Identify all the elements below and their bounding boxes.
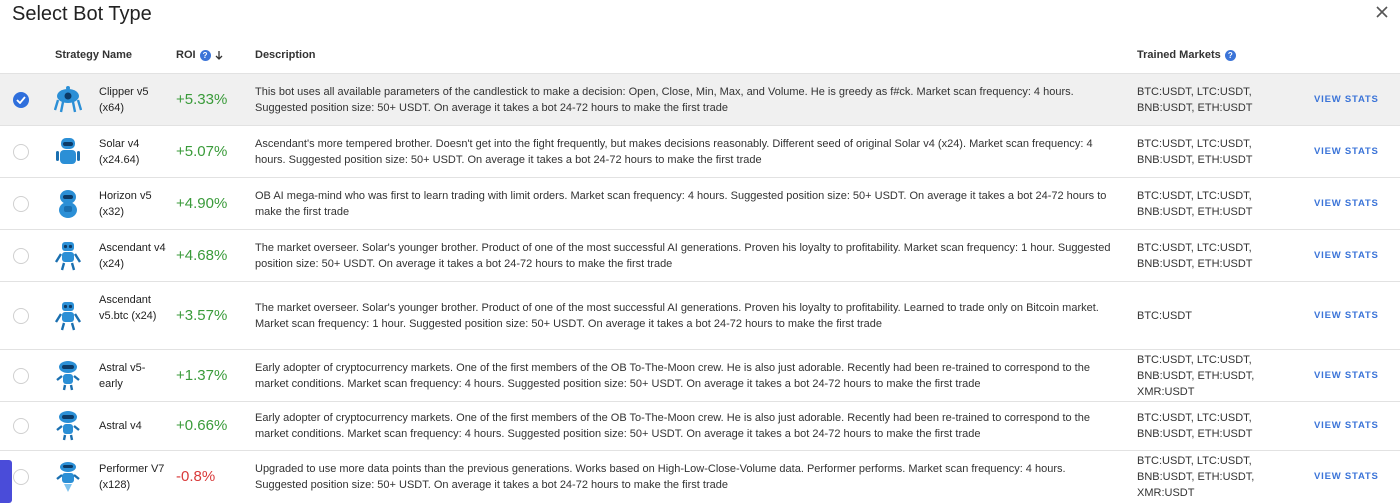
radio-selected[interactable] xyxy=(13,92,29,108)
table-header xyxy=(0,40,1400,73)
radio-unselected[interactable] xyxy=(13,418,29,434)
bot-name: Ascendant v4 (x24) xyxy=(99,242,166,270)
question-icon[interactable]: ? xyxy=(1225,50,1236,61)
robot-icon xyxy=(54,84,82,116)
robot-icon xyxy=(54,300,82,332)
bot-markets: BTC:USDT, LTC:USDT, BNB:USDT, ETH:USDT xyxy=(1137,190,1253,218)
bot-markets: BTC:USDT xyxy=(1137,310,1192,322)
bot-description: Upgraded to use more data points than the previous generations. Works based on High-Low-Close-Volume data. Performer performs. Market scan frequency: 4 hours. Suggested position size: 50+ USDT. On average it takes a bot 24-72 hours to make the first trade xyxy=(255,463,1066,491)
header-roi-label: ROI xyxy=(176,49,196,61)
side-feedback-tab[interactable] xyxy=(0,460,12,503)
view-stats-button[interactable]: VIEW STATS xyxy=(1314,198,1379,209)
bot-markets: BTC:USDT, LTC:USDT, BNB:USDT, ETH:USDT xyxy=(1137,242,1253,270)
header-strategy: Strategy Name xyxy=(55,49,133,61)
bot-name: Horizon v5 (x32) xyxy=(99,190,152,218)
bot-description: Early adopter of cryptocurrency markets. One of the first members of the OB To-The-Moon crew. He is also just adorable. Recently had been re-trained to correspond to the market conditions. Market scan frequency: 4 hours. Suggested position size: 50+ USDT. On average it takes a bot 24-72 hours to make the first trade xyxy=(255,412,1090,440)
check-icon xyxy=(16,96,26,104)
bot-description: This bot uses all available parameters of the candlestick to make a decision: Open, Close, Min, Max, and Volume. He is greedy as f#ck. Market scan frequency: 4 hours. Suggested position size: 50+ USDT. On average it takes a bot 24-72 hours to make the first trade xyxy=(255,86,1074,114)
bot-roi: +5.07% xyxy=(176,143,228,160)
view-stats-button[interactable]: VIEW STATS xyxy=(1314,250,1379,261)
header-description: Description xyxy=(255,49,316,61)
bot-markets: BTC:USDT, LTC:USDT, BNB:USDT, ETH:USDT xyxy=(1137,138,1253,166)
robot-icon xyxy=(54,240,82,272)
bot-markets: BTC:USDT, LTC:USDT, BNB:USDT, ETH:USDT xyxy=(1137,412,1253,440)
table-row[interactable] xyxy=(0,229,1400,281)
bot-roi: +5.33% xyxy=(176,91,228,108)
table-row[interactable] xyxy=(0,349,1400,401)
table-row[interactable] xyxy=(0,281,1400,349)
bot-name: Performer V7 (x128) xyxy=(99,463,165,491)
bot-name: Astral v4 xyxy=(99,420,142,432)
view-stats-button[interactable]: VIEW STATS xyxy=(1314,310,1379,321)
table-row[interactable] xyxy=(0,73,1400,125)
bot-roi: +0.66% xyxy=(176,417,228,434)
radio-unselected[interactable] xyxy=(13,469,29,485)
view-stats-button[interactable]: VIEW STATS xyxy=(1314,146,1379,157)
bot-roi: +3.57% xyxy=(176,307,228,324)
bot-roi: +1.37% xyxy=(176,367,228,384)
radio-unselected[interactable] xyxy=(13,368,29,384)
robot-icon xyxy=(54,360,82,392)
question-icon[interactable]: ? xyxy=(200,50,211,61)
bot-description: The market overseer. Solar's younger brother. Product of one of the most successful AI generations. Proven his loyalty to profitability. Learned to trade only on Bitcoin market. Market scan frequency: 1 hour. Suggested position size: 50+ USDT. On average it takes a bot 24-72 hours to make the first trade xyxy=(255,302,1099,330)
table-row[interactable] xyxy=(0,125,1400,177)
robot-icon xyxy=(54,410,82,442)
table-row[interactable] xyxy=(0,450,1400,502)
view-stats-button[interactable]: VIEW STATS xyxy=(1314,471,1379,482)
bot-table xyxy=(0,73,1400,502)
header-markets-label: Trained Markets xyxy=(1137,49,1221,61)
bot-name: Solar v4 (x24.64) xyxy=(99,138,140,166)
bot-markets: BTC:USDT, LTC:USDT, BNB:USDT, ETH:USDT xyxy=(1137,86,1253,114)
bot-description: Ascendant's more tempered brother. Doesn't get into the fight frequently, but makes decisions reasonably. Different seed of original Solar v4 (x24). Market scan frequency: 4 hours. Suggested position size: 50+ USDT. On average it takes a bot 24-72 hours to make the first trade xyxy=(255,138,1093,166)
robot-icon xyxy=(54,461,82,493)
bot-roi: -0.8% xyxy=(176,468,216,485)
bot-description: OB AI mega-mind who was first to learn trading with limit orders. Market scan frequency: 4 hours. Suggested position size: 50+ USDT. On average it takes a bot 24-72 hours to make the first trade xyxy=(255,190,1107,218)
bot-markets: BTC:USDT, LTC:USDT, BNB:USDT, ETH:USDT, XMR:USDT xyxy=(1137,354,1255,398)
radio-unselected[interactable] xyxy=(13,196,29,212)
view-stats-button[interactable]: VIEW STATS xyxy=(1314,94,1379,105)
view-stats-button[interactable]: VIEW STATS xyxy=(1314,420,1379,431)
view-stats-button[interactable]: VIEW STATS xyxy=(1314,370,1379,381)
bot-name: Astral v5-early xyxy=(99,362,146,390)
bot-roi: +4.68% xyxy=(176,247,228,264)
close-icon[interactable] xyxy=(1374,4,1390,20)
radio-unselected[interactable] xyxy=(13,308,29,324)
robot-icon xyxy=(54,188,82,220)
header-markets xyxy=(1137,49,1236,61)
header-roi[interactable] xyxy=(176,49,224,61)
bot-description: Early adopter of cryptocurrency markets. One of the first members of the OB To-The-Moon crew. He is also just adorable. Recently had been re-trained to correspond to the market conditions. Market scan frequency: 4 hours. Suggested position size: 50+ USDT. On average it takes a bot 24-72 hours to make the first trade xyxy=(255,362,1090,390)
table-row[interactable] xyxy=(0,177,1400,229)
bot-name: Ascendant v5.btc (x24) xyxy=(99,294,157,322)
bot-roi: +4.90% xyxy=(176,195,228,212)
bot-name: Clipper v5 (x64) xyxy=(99,86,149,114)
table-row[interactable] xyxy=(0,401,1400,450)
radio-unselected[interactable] xyxy=(13,144,29,160)
robot-icon xyxy=(54,136,82,168)
bot-markets: BTC:USDT, LTC:USDT, BNB:USDT, ETH:USDT, XMR:USDT xyxy=(1137,455,1255,499)
dialog-title: Select Bot Type xyxy=(12,3,152,25)
bot-description: The market overseer. Solar's younger brother. Product of one of the most successful AI generations. Proven his loyalty to profitability. Market scan frequency: 1 hour. Suggested position size: 50+ USDT. On average it takes a bot 24-72 hours to make the first trade xyxy=(255,242,1111,270)
radio-unselected[interactable] xyxy=(13,248,29,264)
arrow-down-icon[interactable] xyxy=(214,50,224,61)
